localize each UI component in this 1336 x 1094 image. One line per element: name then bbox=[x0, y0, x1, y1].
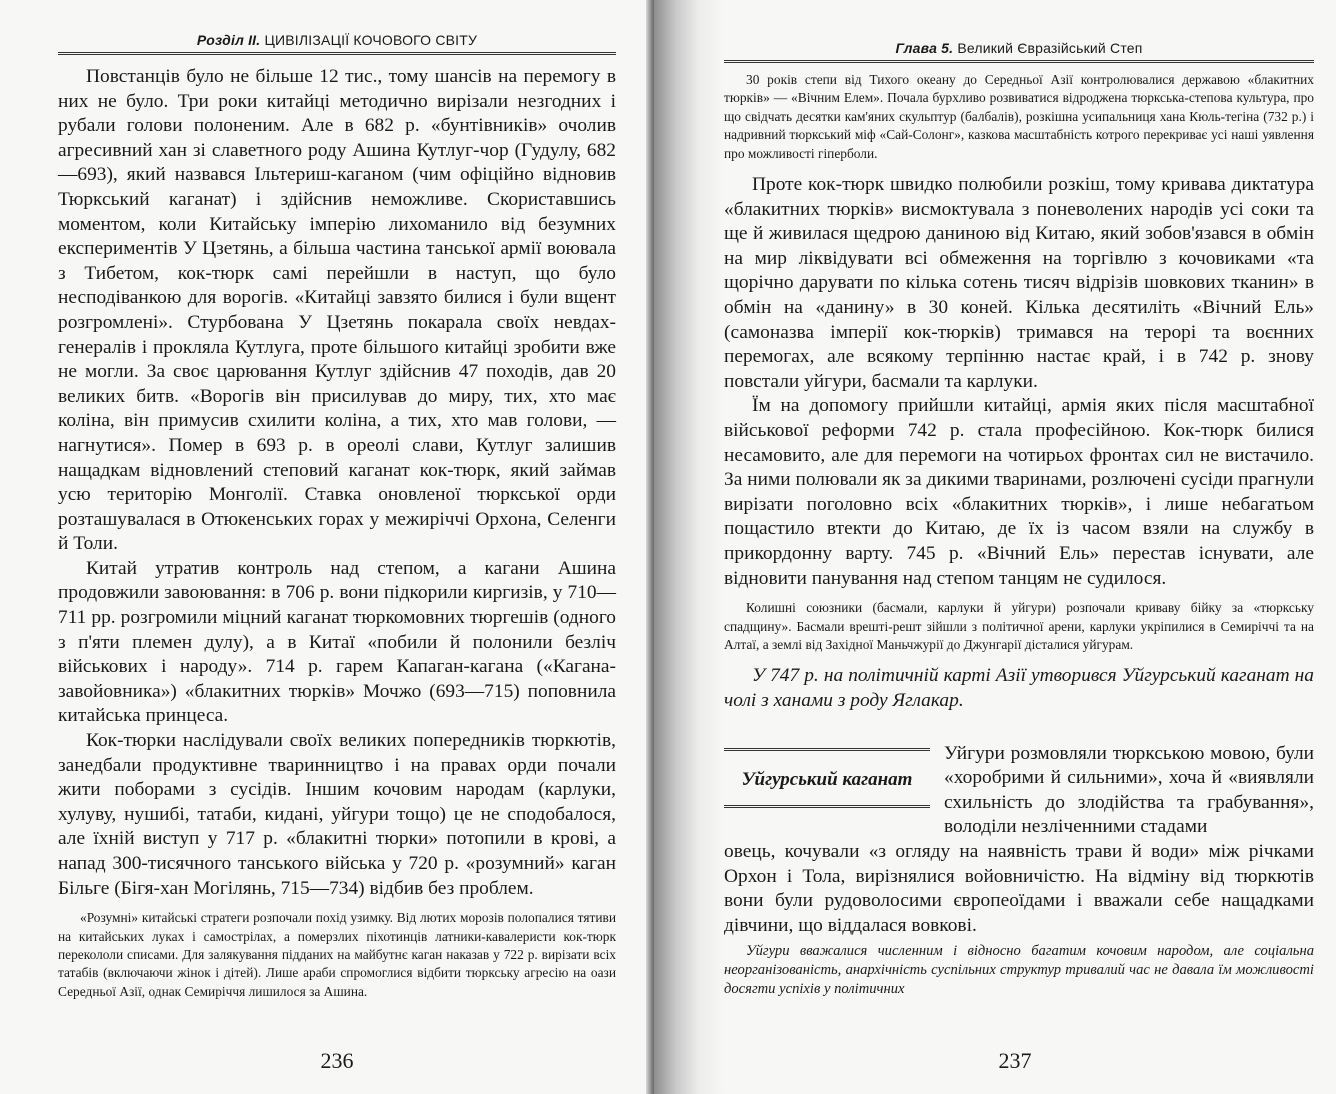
section-text: Уйгури розмовляли тюркською мовою, були «хоробрими й сильними», хоча й «виявляли схильність до злодійства та грабування», володіли незліченними стадами bbox=[944, 742, 1314, 838]
page-number-left: 236 bbox=[320, 1048, 354, 1073]
italic-note: Уйгури вважалися численним і відносно багатим кочовим народом, але соціальна неорганізованість, анархічність суспільних структур тривалий час не давала їм можливості досягти успіхів у політичних bbox=[724, 943, 1314, 998]
running-head-right-prefix: Глава 5. bbox=[895, 40, 954, 56]
footnote: «Розумні» китайські стратеги розпочали похід узимку. Від лютих морозів полопалися тятиви на китайських луках і самострілах, а померзлих піхотинців латники-кавалеристи кок-тюрк перекололи списами. Для залякування підданих на майбутнє каган наказав у 722 р. вирізати всіх татабів (включаючи жінок і дітей). Лише араби спромоглися відбити тюркську агресію на оази Середньої Азії, однак Семиріччя лишилося за Ашина. bbox=[58, 910, 616, 999]
page-number-right: 237 bbox=[998, 1048, 1032, 1073]
divider bbox=[724, 805, 930, 808]
running-head-left bbox=[58, 32, 616, 55]
left-page bbox=[0, 0, 650, 1094]
paragraph: Китай утратив контроль над степом, а кагани Ашина продовжили завоювання: в 706 р. вони підкорили киргизів, у 710—711 рр. розгромили міцний каганат тюркомовних тюргешів (одного з п'яти племен дулу), а в Китаї «побили й полонили безліч військових і народу». 714 р. гарем Капаган-кагана («Кагана-завойовника») «блакитних тюрків» Мочжо (693—715) поповнила китайська принцеса. bbox=[58, 557, 616, 727]
paragraph: Повстанців було не більше 12 тис., тому шансів на перемогу в них не було. Три роки китайці методично вирізали незгодних і рубали голови полоненим. Але в 682 р. «бунтівників» очолив агресивний хан зі славетного роду Ашина Кутлуг-чор (Гудулу, 682—693), який назвався Ільтериш-каганом (чим офіційно відновив Тюркський каганат) і здійснив неможливе. Скориставшись моментом, коли Китайську імперію лихоманило від безумних експериментів У Цзетянь, а більша частина танської армії воювала з Тибетом, кок-тюрк самі перейшли в наступ, що було несподіванкою для ворогів. «Китайці завзято билися і були вщент розгромлені». Стурбована У Цзетянь покарала своїх невдах-генералів і прокляла Кутлуга, проте більшого китайці зробити вже не могли. За своє царювання Кутлуг здійснив 47 походів, дав 20 великих битв. «Ворогів він присилував до миру, тих, хто має коліна, він примусив схилити коліна, а тих, хто мав голови, — нагнутися». Помер в 693 р. в ореолі слави, Кутлуг залишив нащадкам відновлений степовий каганат кок-тюрк, який займав усю територію Монголії. Ставка оновленої тюркської орди розташувалася в Отюкенських горах у межиріччі Орхона, Селенги й Толи. bbox=[58, 66, 616, 555]
running-head-right-title: Великий Євразійський Степ bbox=[957, 40, 1143, 56]
section-continuation: овець, кочували «з огляду на наявність трави й води» між річками Орхон і Тола, вирізнялися войовничістю. На відміну від тюркютів вони були рудоволосими європеоїдами і вважали себе нащадками дівчини, що віддалася вовкові. bbox=[724, 840, 1314, 936]
section-title: Уйгурський каганат bbox=[741, 768, 913, 790]
right-page bbox=[654, 0, 1336, 1094]
section-title-box bbox=[724, 742, 930, 808]
running-head-right bbox=[724, 40, 1314, 63]
running-head-left-prefix: Розділ ІІ. bbox=[196, 32, 261, 48]
running-head-left-title: ЦИВІЛІЗАЦІЇ КОЧОВОГО СВІТУ bbox=[264, 32, 478, 48]
section-uyghur-khaganate bbox=[724, 742, 1314, 840]
note: Колишні союзники (басмали, карлуки й уйгури) розпочали криваву бійку за «тюркську спадщину». Басмали врешті-решт зійшли з політичної арени, карлуки укріпилися в Семиріччі та на Алтаї, а землі від Західної Маньчжурії до Джунгарії дісталися уйгурам. bbox=[724, 600, 1314, 652]
paragraph: Кок-тюрки наслідували своїх великих попередників тюркютів, занедбали продуктивне тваринництво і на правах орди почали жити поборами з сусідів. Іншим кочовим народам (карлуки, хулуву, нушибі, татаби, кидані, уйгури тощо) це не сподобалося, але їхній виступ у 717 р. «блакитні тюрки» потопили в крові, а напад 300-тисячного танського війська у 720 р. «розумний» каган Більге (Бігя-хан Могілянь, 715—734) відбив без проблем. bbox=[58, 730, 616, 899]
top-note: 30 років степи від Тихого океану до Середньої Азії контролювалися державою «блакитних тюрків» — «Вічним Елем». Почала бурхливо розвиватися відроджена тюркська-степова культура, про що свідчать десятки кам'яних скульптур (балбалів), розкішна усипальниця хана Кюль-тегіна (732 р.) і надривний тюркський міф «Сай-Солонг», казкова масштабність котрого перекриває усі наші уявлення про можливості гіперболи. bbox=[724, 72, 1314, 161]
emphasis-statement: У 747 р. на політичній карті Азії утворився Уйгурський каганат на чолі з ханами з роду Яглакар. bbox=[724, 665, 1314, 711]
paragraph: Проте кок-тюрк швидко полюбили розкіш, тому кривава диктатура «блакитних тюрків» висмоктувала з поневолених народів усі соки та ще й живилася щедрою даниною від Китаю, який зобов'язався в обмін на мир ліквідувати всі обмеження на торгівлю з кочовиками «та щорічно дарувати по кілька сотень тисяч відрізів шовкових тканин» в обмін на «данину» в 30 коней. Кілька десятиліть «Вічний Ель» (самоназва імперії кок-тюрків) тримався на терорі та воєнних перемогах, але всякому терпінню настає край, і в 742 р. знову повстали уйгури, басмали та карлуки. bbox=[724, 174, 1314, 392]
paragraph: Їм на допомогу прийшли китайці, армія яких після масштабної військової реформи 742 р. стала професійною. Кок-тюрк билися несамовито, але для перемоги на чотирьох фронтах сил не вистачило. За ними полювали як за дикими тваринами, розлючені сусіди прагнули вирізати поголовно всіх «блакитних тюрків», і лише небагатьом пощастило втекти до Китаю, де їх із часом взяли на службу в прикордонну варту. 745 р. «Вічний Ель» перестав існувати, але відновити панування над степом танцям не судилося. bbox=[724, 395, 1314, 589]
